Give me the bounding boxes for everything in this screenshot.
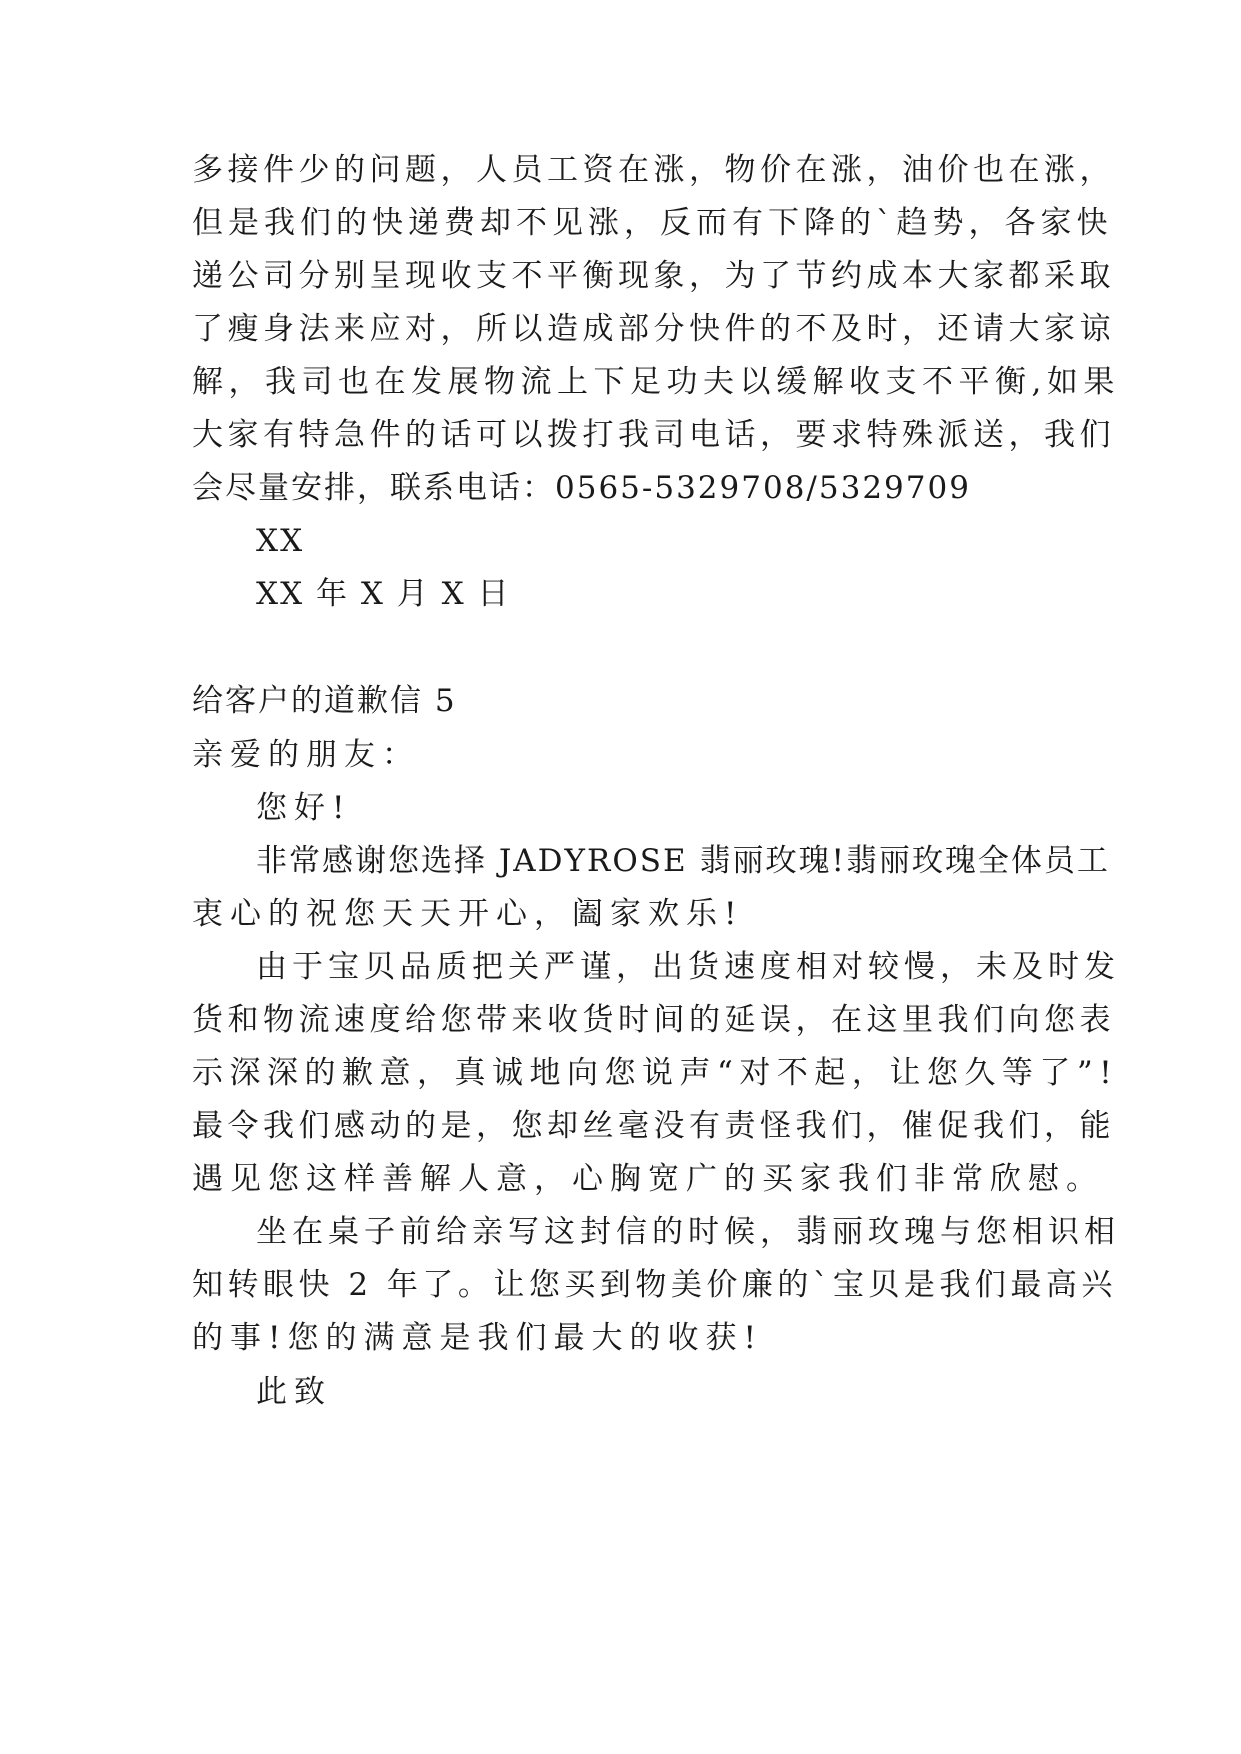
paragraph-line: 的事!您的满意是我们最大的收获! bbox=[192, 1320, 763, 1356]
greeting: 您好! bbox=[256, 790, 352, 826]
paragraph-line: 衷心的祝您天天开心，阖家欢乐! bbox=[192, 896, 744, 932]
paragraph-line: 遇见您这样善解人意，心胸宽广的买家我们非常欣慰。 bbox=[192, 1161, 1104, 1197]
paragraph-line: 解，我司也在发展物流上下足功夫以缓解收支不平衡,如果 bbox=[192, 364, 1120, 400]
paragraph-line: 多接件少的问题，人员工资在涨，物价在涨，油价也在涨， bbox=[192, 152, 1115, 188]
letter-title: 给客户的道歉信 5 bbox=[192, 683, 457, 719]
paragraph-line: 由于宝贝品质把关严谨，出货速度相对较慢，未及时发 bbox=[256, 949, 1120, 985]
paragraph-line: 示深深的歉意，真诚地向您说声“对不起，让您久等了”! bbox=[192, 1055, 1119, 1091]
paragraph-line: 了瘦身法来应对，所以造成部分快件的不及时，还请大家谅 bbox=[192, 311, 1115, 347]
paragraph-line: 会尽量安排，联系电话：0565-5329708/5329709 bbox=[192, 470, 971, 506]
paragraph-line: 最令我们感动的是，您却丝毫没有责怪我们，催促我们，能 bbox=[192, 1108, 1115, 1144]
salutation: 亲爱的朋友： bbox=[192, 737, 420, 773]
paragraph-line: 知转眼快 2 年了。让您买到物美价廉的`宝贝是我们最高兴 bbox=[192, 1267, 1117, 1303]
paragraph-line: 但是我们的快递费却不见涨，反而有下降的`趋势，各家快 bbox=[192, 205, 1113, 241]
date: XX 年 X 月 X 日 bbox=[256, 576, 511, 612]
signature: XX bbox=[256, 523, 305, 559]
paragraph-line: 非常感谢您选择 JADYROSE 翡丽玫瑰!翡丽玫瑰全体员工 bbox=[256, 843, 1110, 879]
closing: 此致 bbox=[256, 1374, 332, 1410]
paragraph-line: 坐在桌子前给亲写这封信的时候，翡丽玫瑰与您相识相 bbox=[256, 1214, 1120, 1250]
paragraph-line: 大家有特急件的话可以拨打我司电话，要求特殊派送，我们 bbox=[192, 417, 1115, 453]
paragraph-line: 递公司分别呈现收支不平衡现象，为了节约成本大家都采取 bbox=[192, 258, 1115, 294]
paragraph-line: 货和物流速度给您带来收货时间的延误，在这里我们向您表 bbox=[192, 1002, 1115, 1038]
